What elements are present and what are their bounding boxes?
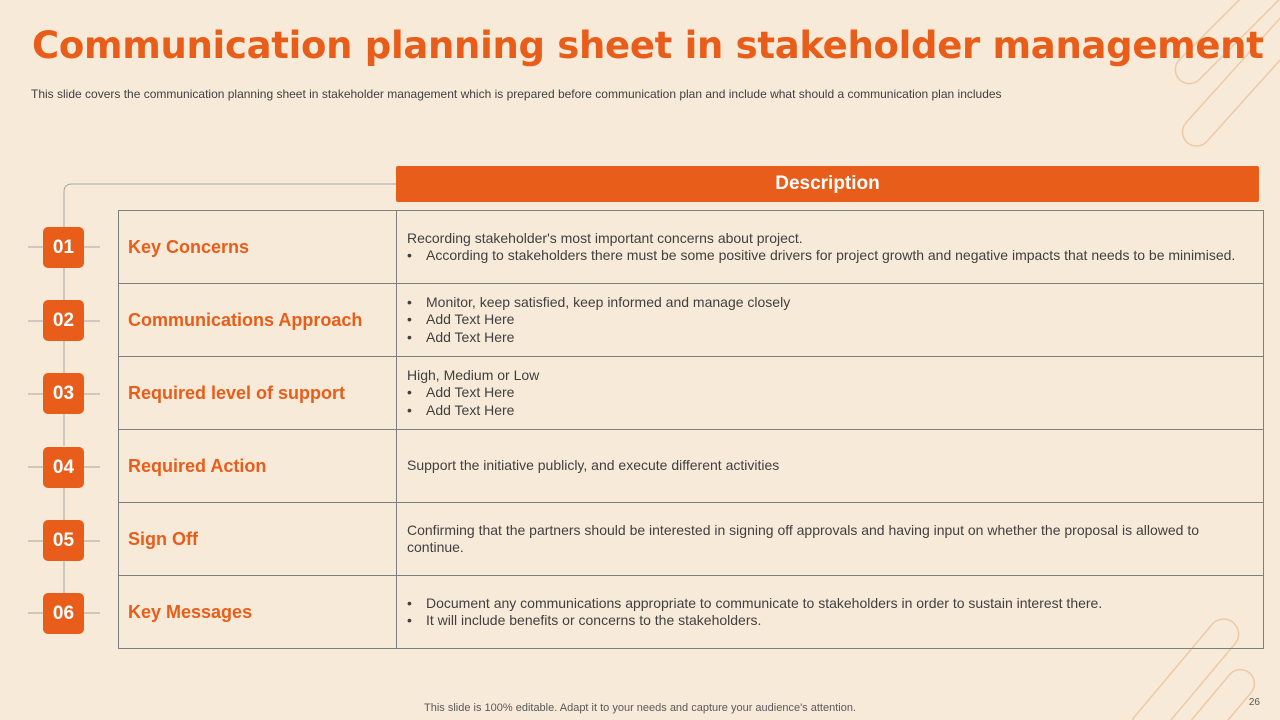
line-text: Monitor, keep satisfied, keep informed and manage closely <box>426 293 791 310</box>
bullet-icon: • <box>407 384 412 401</box>
bullet-icon: • <box>407 293 412 310</box>
table-row <box>119 357 1263 430</box>
row-number-badge: 05 <box>43 520 84 561</box>
row-description <box>397 211 1263 283</box>
row-label: Required Action <box>119 430 397 502</box>
line-text: Add Text Here <box>426 311 515 328</box>
bullet-item <box>407 329 1253 347</box>
row-description <box>397 284 1263 356</box>
row-number-badge: 02 <box>43 300 84 341</box>
row-description <box>397 357 1263 429</box>
table-row <box>119 576 1263 648</box>
bullet-icon: • <box>407 612 412 628</box>
line-text: Support the initiative publicly, and execute different activities <box>407 457 780 474</box>
row-number-badge: 06 <box>43 593 84 634</box>
bullet-icon: • <box>407 594 412 611</box>
table-row <box>119 503 1263 576</box>
line-text: Document any communications appropriate to communicate to stakeholders in order to sustain interest there. <box>426 594 1103 611</box>
row-label: Key Messages <box>119 576 397 648</box>
row-label: Required level of support <box>119 357 397 429</box>
line-text: Add Text Here <box>426 384 515 401</box>
page-subtitle: This slide covers the communication planning sheet in stakeholder management which is prepared before communication plan and include what should a communication plan includes <box>31 87 1002 101</box>
line-text: It will include benefits or concerns to the stakeholders. <box>426 612 762 628</box>
row-number-badge: 03 <box>43 373 84 414</box>
row-number-badge: 01 <box>43 227 84 268</box>
line-text: Add Text Here <box>426 401 515 418</box>
table-row <box>119 211 1263 284</box>
description-line <box>407 230 1253 248</box>
row-description <box>397 430 1263 502</box>
description-line <box>407 367 1253 385</box>
planning-table <box>118 210 1264 649</box>
page-title: Communication planning sheet in stakeholder management <box>32 24 1264 67</box>
bullet-icon: • <box>407 328 412 345</box>
description-header: Description <box>396 166 1259 202</box>
line-text: Confirming that the partners should be interested in signing off approvals and having input on whether the proposal is allowed to continue. <box>407 521 1200 555</box>
description-line <box>407 457 1253 475</box>
bullet-item <box>407 294 1253 312</box>
line-text: Recording stakeholder's most important concerns about project. <box>407 229 803 246</box>
row-number-badge: 04 <box>43 447 84 488</box>
footer-note: This slide is 100% editable. Adapt it to your needs and capture your audience's attention. <box>424 702 856 714</box>
row-label: Sign Off <box>119 503 397 575</box>
table-row <box>119 284 1263 357</box>
bullet-icon: • <box>407 401 412 418</box>
bullet-icon: • <box>407 311 412 328</box>
page-number: 26 <box>1248 697 1260 708</box>
bullet-item <box>407 247 1253 265</box>
row-description <box>397 503 1263 575</box>
line-text: High, Medium or Low <box>407 366 540 383</box>
table-row <box>119 430 1263 503</box>
bullet-icon: • <box>407 247 412 263</box>
bullet-item <box>407 384 1253 402</box>
row-label: Communications Approach <box>119 284 397 356</box>
row-label: Key Concerns <box>119 211 397 283</box>
bullet-item <box>407 595 1253 613</box>
bullet-item <box>407 311 1253 329</box>
bullet-item <box>407 402 1253 420</box>
description-line <box>407 522 1253 557</box>
line-text: Add Text Here <box>426 328 515 345</box>
bullet-item <box>407 612 1253 630</box>
line-text: According to stakeholders there must be some positive drivers for project growth and negative impacts that needs to be minimised. <box>426 247 1236 263</box>
row-description <box>397 576 1263 648</box>
